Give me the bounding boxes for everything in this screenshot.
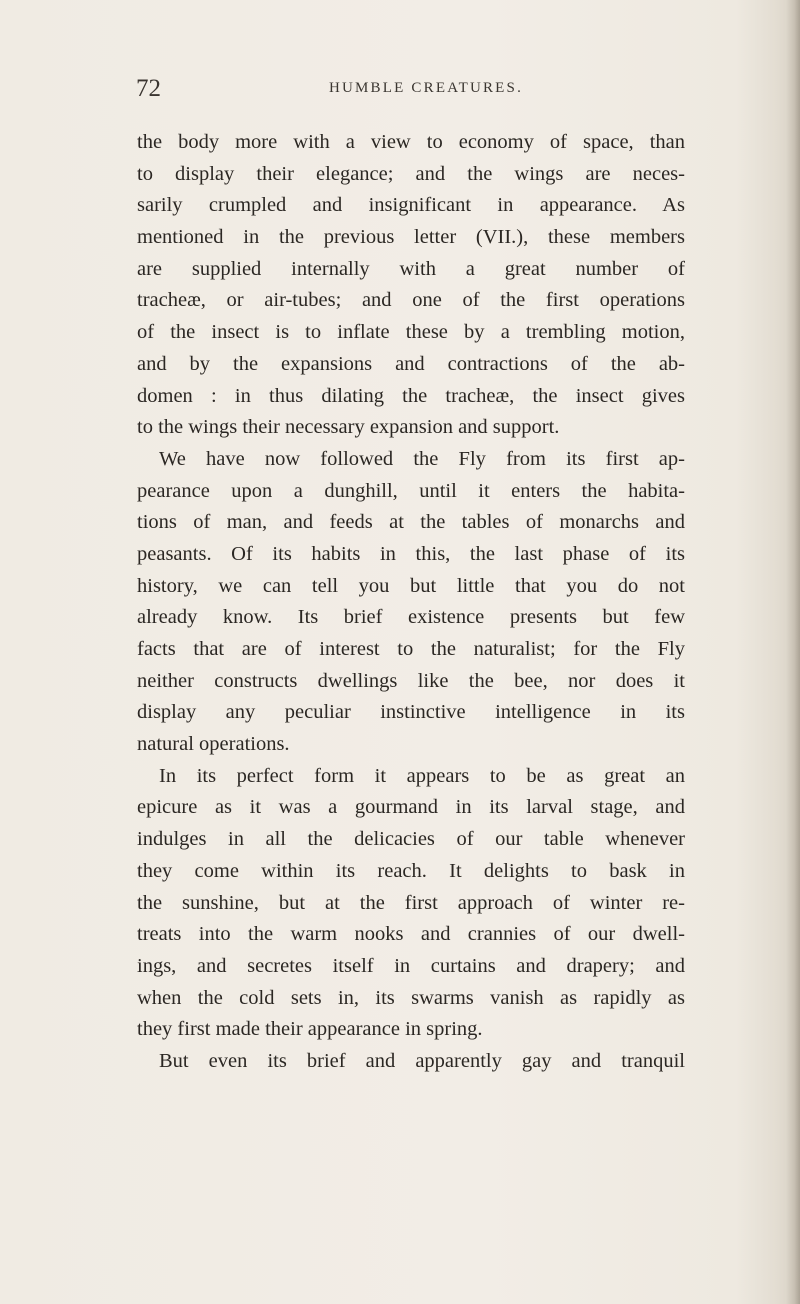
- text-line: We have now followed the Fly from its first ap-: [159, 447, 685, 470]
- text-line: the sunshine, but at the first approach of winter re-: [137, 891, 685, 914]
- text-line: indulges in all the delicacies of our table whenever: [137, 828, 685, 851]
- text-line: But even its brief and apparently gay and tranquil: [159, 1049, 685, 1072]
- text-line: mentioned in the previous letter (VII.), these members: [137, 226, 685, 249]
- text-line: peasants. Of its habits in this, the last phase of its: [137, 542, 685, 565]
- text-line: when the cold sets in, its swarms vanish as rapidly as: [137, 986, 685, 1009]
- text-line: treats into the warm nooks and crannies of our dwell-: [137, 923, 685, 946]
- text-line: natural operations.: [137, 733, 290, 756]
- text-line: of the insect is to inflate these by a trembling motion,: [137, 321, 685, 344]
- text-line: In its perfect form it appears to be as great an: [159, 764, 685, 787]
- text-line: sarily crumpled and insignificant in appearance. As: [137, 194, 685, 217]
- running-title: HUMBLE CREATURES.: [328, 80, 524, 96]
- text-line: neither constructs dwellings like the bee, nor does it: [137, 669, 685, 692]
- text-line: domen : in thus dilating the tracheæ, the insect gives: [137, 384, 685, 407]
- page-header: [136, 74, 692, 110]
- text-line: display any peculiar instinctive intelligence in its: [137, 701, 685, 724]
- text-line: they first made their appearance in spring.: [137, 1018, 483, 1041]
- text-line: epicure as it was a gourmand in its larval stage, and: [137, 796, 685, 819]
- text-line: ings, and secretes itself in curtains and drapery; and: [137, 954, 685, 977]
- page-number: 72: [136, 75, 161, 102]
- text-line: they come within its reach. It delights to bask in: [137, 859, 685, 882]
- text-line: history, we can tell you but little that you do not: [137, 574, 685, 597]
- text-line: facts that are of interest to the naturalist; for the Fly: [137, 638, 685, 660]
- text-line: pearance upon a dunghill, until it enters the habita-: [137, 479, 685, 502]
- text-line: tions of man, and feeds at the tables of monarchs and: [137, 511, 685, 534]
- text-line: already know. Its brief existence presents but few: [137, 606, 685, 629]
- text-line: the body more with a view to economy of space, than: [137, 131, 685, 153]
- text-line: to display their elegance; and the wings are neces-: [137, 162, 685, 185]
- page-edge-shadow: [786, 0, 800, 1304]
- body-text: [137, 127, 685, 1078]
- text-line: and by the expansions and contractions of the ab-: [137, 352, 685, 375]
- text-line: tracheæ, or air-tubes; and one of the first operations: [137, 289, 685, 312]
- text-line: are supplied internally with a great number of: [137, 257, 685, 280]
- text-line: to the wings their necessary expansion and support.: [137, 416, 560, 439]
